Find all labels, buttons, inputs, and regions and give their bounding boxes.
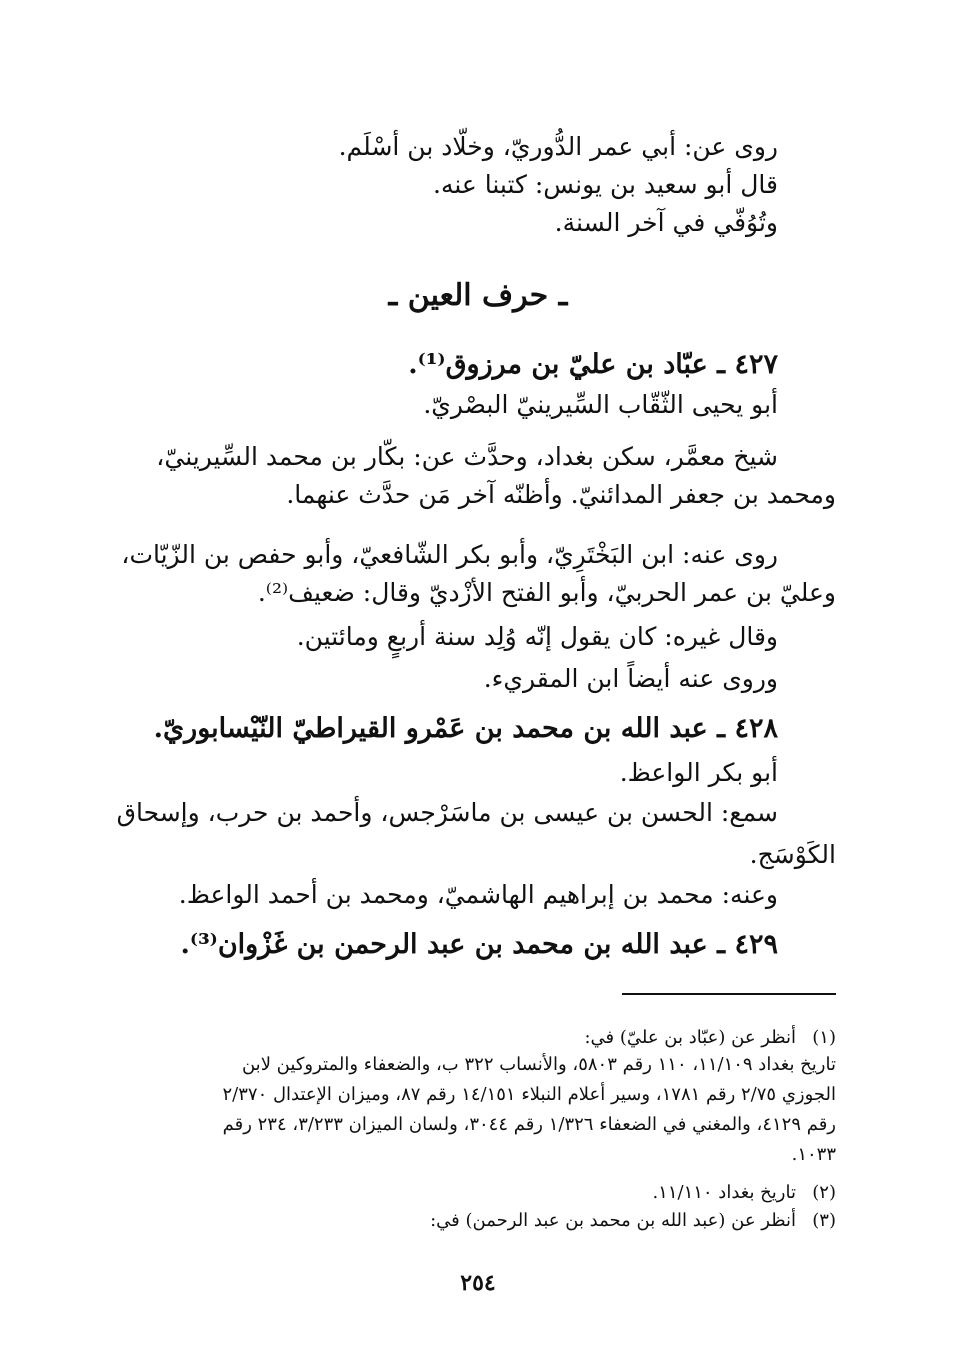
entry-427-para4: وروى عنه أيضاً ابن المقريء. (483, 664, 778, 693)
footnote-1-line-4: رقم ٤١٢٩، والمغني في الضعفاء ١/٣٢٦ رقم ٣٠٤٤، ولسان الميزان ٣/٢٣٣، ٢٣٤ رقم (222, 1114, 836, 1135)
footnote-3-number: (٣) (812, 1210, 836, 1231)
entry-427-para3: وقال غيره: كان يقول إنّه وُلِد سنة أربعٍ ومائتين. (296, 622, 778, 651)
entry-428-para2: وعنه: محمد بن إبراهيم الهاشميّ، ومحمد بن أحمد الواعظ. (178, 880, 778, 909)
section-title: ـ حرف العين ـ (388, 278, 568, 313)
entry-428-para1-line2: الكَوْسَج. (749, 840, 836, 869)
footnote-1-line-2: تاريخ بغداد ١١/١٠٩، ١١٠ رقم ٥٨٠٣، والأنساب ٣٢٢ ب، والضعفاء والمتروكين لابن (241, 1054, 836, 1075)
entry-428-kunya: أبو بكر الواعظ. (619, 758, 778, 787)
prev-entry-line-2: قال أبو سعيد بن يونس: كتبنا عنه. (433, 170, 778, 199)
prev-entry-line-1: روى عن: أبي عمر الدُّوريّ، وخلّاد بن أسْلَم. (338, 132, 778, 161)
footnote-1-number: (١) (812, 1027, 836, 1048)
footnote-2-number: (٢) (812, 1182, 836, 1203)
entry-427-para2-line2: وعليّ بن عمر الحربيّ، وأبو الفتح الأزْديّ وقال: ضعيف⁽²⁾. (257, 578, 836, 607)
footnote-separator (622, 993, 836, 995)
entry-429-heading: ٤٢٩ ـ عبد الله بن محمد بن عبد الرحمن بن غَزْوان⁽³⁾. (180, 929, 778, 960)
footnote-1-line-3: الجوزي ٢/٧٥ رقم ١٧٨١، وسير أعلام النبلاء ١٤/١٥١ رقم ٨٧، وميزان الإعتدال ٢/٣٧٠ (222, 1084, 836, 1105)
entry-427-kunya: أبو يحيى الثّقّاب السِّيرينيّ البصْريّ. (423, 390, 778, 419)
entry-427-para1-line1: شيخ معمَّر، سكن بغداد، وحدَّث عن: بكّار بن محمد السِّيرينيّ، (156, 442, 778, 471)
entry-427-heading: ٤٢٧ ـ عبّاد بن عليّ بن مرزوق⁽¹⁾. (408, 349, 778, 380)
footnote-2-text: تاريخ بغداد ١١/١١٠. (652, 1182, 796, 1203)
page-number: ٢٥٤ (460, 1270, 496, 1296)
prev-entry-line-3: وتُوُفّي في آخر السنة. (554, 208, 778, 237)
entry-427-para1-line2: ومحمد بن جعفر المدائنيّ. وأظنّه آخر مَن حدَّث عنهما. (286, 480, 836, 509)
footnote-3-text: أنظر عن (عبد الله بن محمد بن عبد الرحمن) في: (430, 1210, 796, 1231)
entry-428-heading: ٤٢٨ ـ عبد الله بن محمد بن عَمْرو القيراطيّ النّيْسابوريّ. (153, 713, 778, 744)
entry-428-para1-line1: سمع: الحسن بن عيسى بن ماسَرْجس، وأحمد بن حرب، وإسحاق (116, 798, 778, 827)
entry-427-para2-line1: روى عنه: ابن البَخْتَرِيّ، وأبو بكر الشّافعيّ، وأبو حفص بن الزّيّات، (121, 540, 778, 569)
footnote-1-line-5: ١٠٣٣. (791, 1144, 836, 1165)
footnote-1-line-1: أنظر عن (عبّاد بن عليّ) في: (584, 1027, 796, 1048)
